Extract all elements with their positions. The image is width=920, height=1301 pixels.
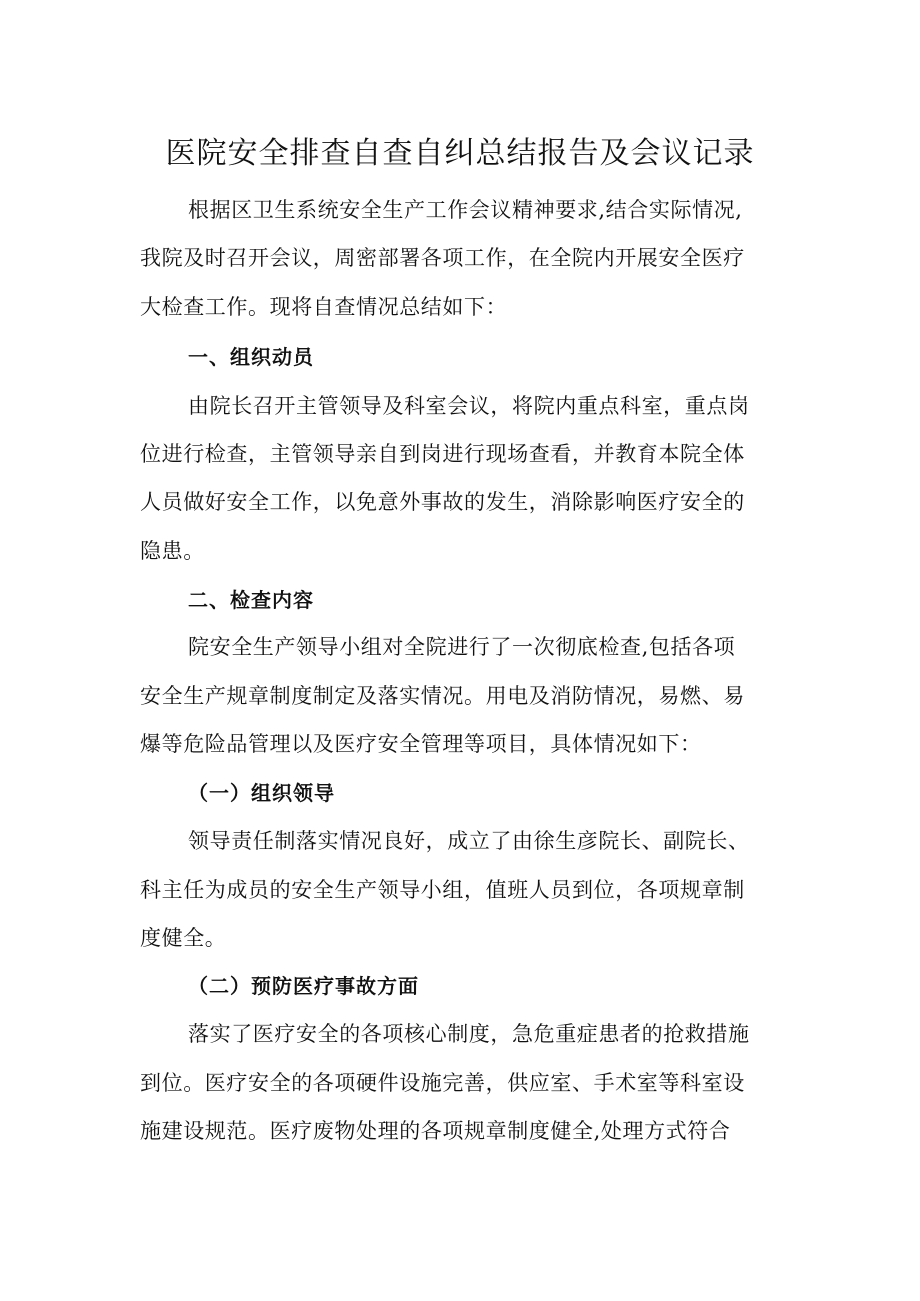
- subsection-1-line-2: 科主任为成员的安全生产领导小组，值班人员到位，各项规章制: [140, 878, 745, 902]
- subsection-2-heading: （二）预防医疗事故方面: [188, 974, 419, 998]
- subsection-1-line-3: 度健全。: [140, 926, 227, 950]
- subsection-2-line-1: 落实了医疗安全的各项核心制度，急危重症患者的抢救措施: [188, 1022, 750, 1046]
- section-2-line-1: 院安全生产领导小组对全院进行了一次彻底检查,包括各项: [188, 635, 736, 659]
- section-2-heading: 二、检查内容: [188, 588, 314, 612]
- document-title: 医院安全排查自查自纠总结报告及会议记录: [165, 136, 755, 171]
- section-2-line-2: 安全生产规章制度制定及落实情况。用电及消防情况，易燃、易: [140, 684, 745, 708]
- section-1-line-1: 由院长召开主管领导及科室会议，将院内重点科室，重点岗: [188, 394, 750, 418]
- section-1-line-4: 隐患。: [140, 539, 205, 563]
- subsection-1-heading: （一）组织领导: [188, 781, 335, 805]
- intro-line-1: 根据区卫生系统安全生产工作会议精神要求,结合实际情况,: [188, 198, 743, 222]
- subsection-1-line-1: 领导责任制落实情况良好，成立了由徐生彦院长、副院长、: [188, 829, 750, 853]
- section-1-line-2: 位进行检查，主管领导亲自到岗进行现场查看，并教育本院全体: [140, 442, 745, 466]
- subsection-2-line-2: 到位。医疗安全的各项硬件设施完善，供应室、手术室等科室设: [140, 1071, 745, 1095]
- section-1-line-3: 人员做好安全工作，以免意外事故的发生，消除影响医疗安全的: [140, 490, 745, 514]
- section-2-line-3: 爆等危险品管理以及医疗安全管理等项目，具体情况如下：: [140, 732, 702, 756]
- subsection-2-line-3: 施建设规范。医疗废物处理的各项规章制度健全,处理方式符合: [140, 1119, 731, 1143]
- intro-line-2: 我院及时召开会议，周密部署各项工作，在全院内开展安全医疗: [140, 246, 745, 270]
- intro-line-3: 大检查工作。现将自查情况总结如下：: [140, 295, 508, 319]
- section-1-heading: 一、组织动员: [188, 345, 314, 369]
